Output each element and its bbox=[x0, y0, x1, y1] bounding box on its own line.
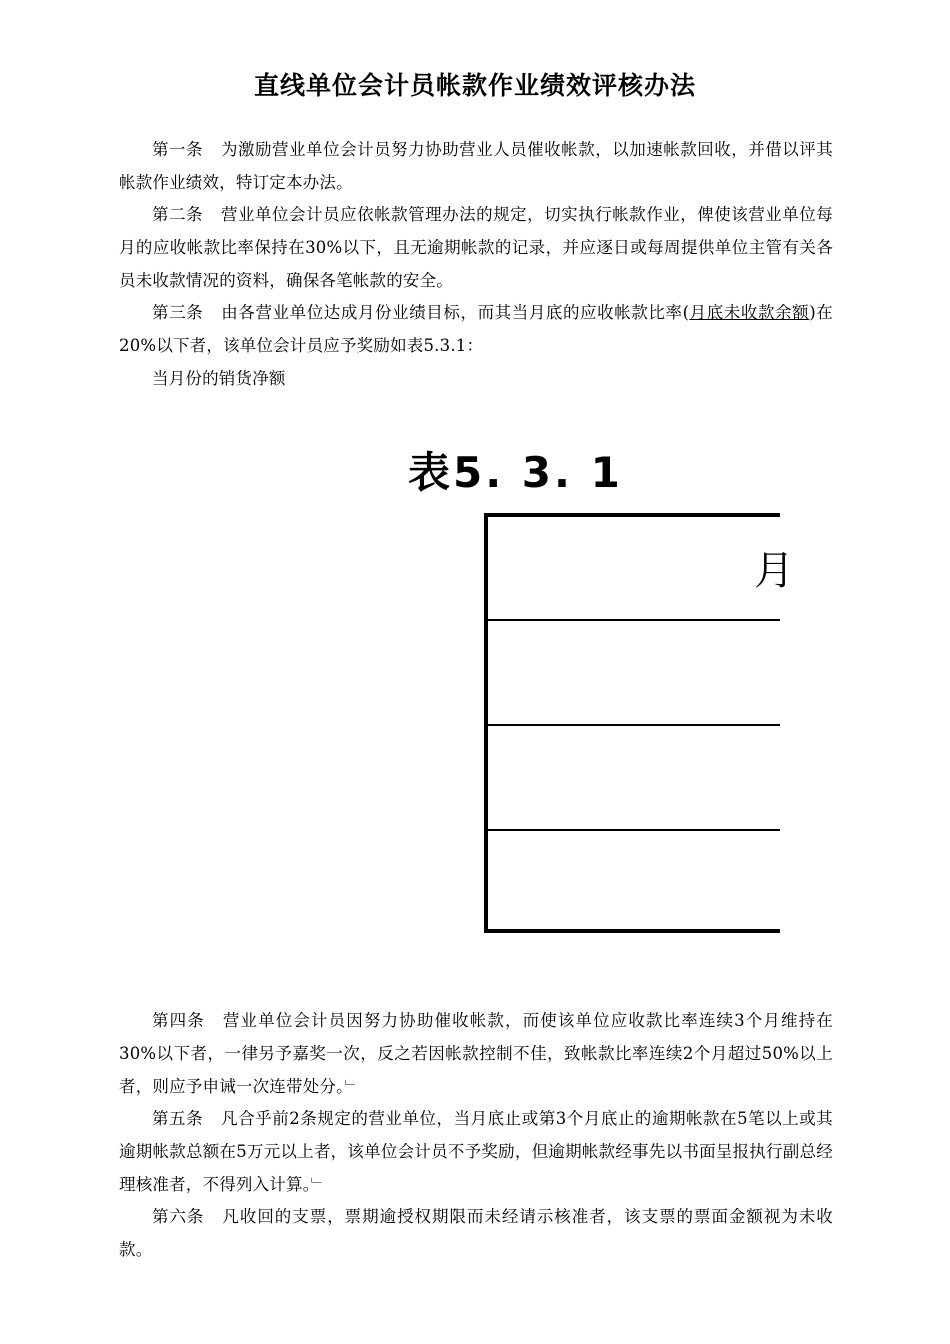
article-5-text: 凡合乎前2条规定的营业单位，当月底止或第3个月底止的逾期帐款在5笔以上或其逾期帐款总额在5万元以上者，该单位会计员不予奖励，但逾期帐款经事先以书面呈报执行副总经理核准者，不得列入计算。 bbox=[119, 1109, 833, 1194]
formula-line bbox=[119, 362, 833, 395]
editor-mark: ﹂ bbox=[311, 1178, 326, 1194]
table-caption: 表5. 3. 1 bbox=[408, 448, 623, 497]
article-1 bbox=[119, 133, 833, 199]
article-1-text: 为激励营业单位会计员努力协助营业人员催收帐款，以加速帐款回收，并借以评其帐款作业绩效，特订定本办法。 bbox=[119, 140, 833, 192]
article-6-text: 凡收回的支票，票期逾授权期限而未经请示核准者，该支票的票面金额视为未收款。 bbox=[119, 1207, 833, 1259]
article-5 bbox=[119, 1102, 833, 1203]
article-2-label: 第二条 bbox=[152, 205, 204, 224]
table-row-divider bbox=[488, 829, 780, 831]
formula-numerator: 当月份的销货净额 bbox=[152, 369, 286, 388]
article-1-label: 第一条 bbox=[152, 140, 204, 159]
article-4-text: 营业单位会计员因努力协助催收帐款，而使该单位应收款比率连续3个月维持在30%以下者，一律另予嘉奖一次，反之若因帐款控制不佳，致帐款比率连续2个月超过50%以上者，则应予申诫一次连带处分。 bbox=[119, 1011, 833, 1096]
reward-table bbox=[484, 513, 794, 933]
article-5-label: 第五条 bbox=[152, 1109, 204, 1128]
article-3-label: 第三条 bbox=[152, 303, 204, 322]
article-3 bbox=[119, 296, 833, 362]
article-4 bbox=[119, 1004, 833, 1105]
article-6 bbox=[119, 1200, 833, 1266]
table-row-divider bbox=[488, 619, 780, 621]
article-3-text-after: )在20%以下者，该单位会计员应予奖励如表5.3.1： bbox=[119, 303, 833, 355]
document-title: 直线单位会计员帐款作业绩效评核办法 bbox=[253, 71, 696, 100]
table-row-divider bbox=[488, 724, 780, 726]
article-6-label: 第六条 bbox=[152, 1207, 205, 1226]
table-header-partial: 月 bbox=[754, 548, 794, 594]
editor-mark: ﹂ bbox=[344, 1080, 359, 1096]
article-3-text-before: 由各营业单位达成月份业绩目标，而其当月底的应收帐款比率( bbox=[221, 303, 690, 322]
article-2-text: 营业单位会计员应依帐款管理办法的规定，切实执行帐款作业，俾使该营业单位每月的应收帐款比率保持在30%以下，且无逾期帐款的记录，并应逐日或每周提供单位主管有关各员未收款情况的资料，确保各笔帐款的安全。 bbox=[119, 205, 833, 290]
article-4-label: 第四条 bbox=[152, 1011, 205, 1030]
article-2 bbox=[119, 198, 833, 297]
article-3-underlined-term: 月底未收款余额 bbox=[689, 303, 810, 322]
